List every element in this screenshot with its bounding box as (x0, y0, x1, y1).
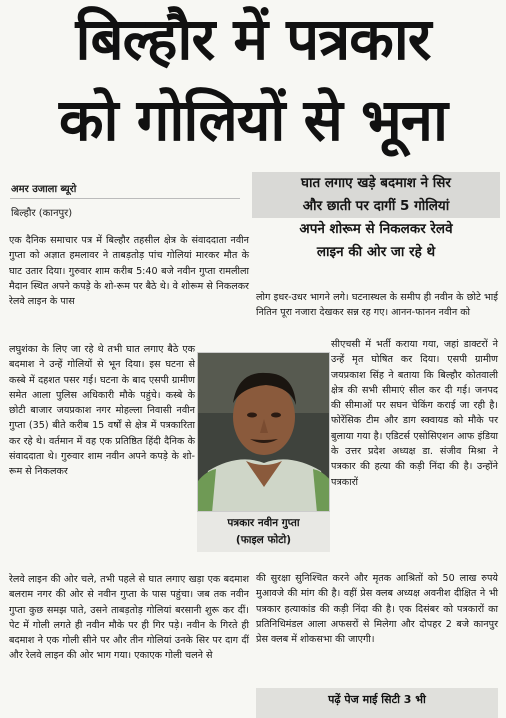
article-right-top (256, 290, 498, 321)
article-left-top (9, 233, 249, 309)
article-paragraph: की सुरक्षा सुनिश्चित करने और मृतक आश्रितों को 50 लाख रुपये मुआवजे की मांग की है। वहीं प्रेस क्लब अध्यक्ष अवनीश दीक्षित ने भी पत्रकार हत्याकांड की कड़ी निंदा की है। एक दिसंबर को पत्रकारों का प्रतिनिधिमंडल आला अफसरों से मिलेगा और दोपहर 2 बजे कानपुर प्रेस क्लब में शोकसभा की जाएगी। (256, 573, 498, 646)
portrait-image (198, 353, 330, 512)
headline-line-2: को गोलियों से भूना (58, 86, 448, 154)
photo-caption-name: पत्रकार नवीन गुप्ता (227, 517, 300, 529)
photo-caption-note: (फाइल फोटो) (235, 534, 292, 546)
subhead-line-1: घात लगाए खड़े बदमाश ने सिर (252, 172, 500, 195)
headline-line-1: बिल्हौर में पत्रकार (75, 5, 431, 73)
continued-on-page-note: पढ़ें पेज माई सिटी 3 भी (328, 693, 426, 706)
article-paragraph: लघुशंका के लिए जा रहे थे तभी घात लगाए बैठे एक बदमाश ने उन्हें गोलियों से भून दिया। इस घटना से कस्बे में दहशत पसर गई। घटना के बाद एसपी ग्रामीण समेत आला पुलिस अधिकारी मौके पहुंचे। कस्बे के छोटी बाजार जयप्रकाश नगर मोहल्ला निवासी नवीन गुप्ता (35) बीते करीब 15 वर्षों से क्षेत्र में पत्रकारिता कर रहे थे। वर्तमान में वह एक प्रतिष्ठित हिंदी दैनिक के संवाददाता थे। गुरुवार शाम नवीन अपने कपड़े के शो-रूम से निकलकर (9, 344, 195, 478)
journalist-photo (197, 352, 330, 512)
subhead-line-3: अपने शोरूम से निकलकर रेलवे (299, 221, 453, 237)
article-right-narrow (331, 337, 498, 490)
article-right-lower (256, 571, 498, 647)
photo-caption (197, 512, 330, 552)
article-left-narrow (9, 342, 195, 480)
article-left-wide (9, 572, 249, 664)
dateline: बिल्हौर (कानपुर) (11, 208, 73, 219)
byline: अमर उजाला ब्यूरो (11, 184, 77, 195)
subhead-block (252, 172, 500, 272)
article-paragraph: एक दैनिक समाचार पत्र में बिल्हौर तहसील क्षेत्र के संवाददाता नवीन गुप्ता को अज्ञात हमलावर ने ताबड़तोड़ पांच गोलियां मारकर मौत के घाट उतार दिया। गुरुवार शाम करीब 5:40 बजे नवीन गुप्ता रामलीला मैदान स्थित अपने कपड़े के शो-रूम पर बैठे थे। वे शोरूम से निकलकर रेलवे लाइन के पास (9, 235, 249, 308)
article-paragraph: सीएचसी में भर्ती कराया गया, जहां डाक्टरों ने उन्हें मृत घोषित कर दिया। एसपी ग्रामीण जयप्रकाश सिंह ने बताया कि बिल्हौर कोतवाली क्षेत्र की सभी सीमाएं सील कर दी गई। जनपद की सीमाओं पर सघन चेकिंग कराई जा रही है। फोरेंसिक टीम और डाग स्क्वायड को मौके पर बुलाया गया है। एडिटर्स एसोसिएशन आफ इंडिया के उत्तर प्रदेश अध्यक्ष डा. संजीव मिश्रा ने पत्रकार की हत्या की कड़ी निंदा की है। उन्होंने पत्रकारों (331, 339, 498, 488)
byline-divider (10, 198, 240, 199)
article-paragraph: लोग इधर-उधर भागने लगे। घटनास्थल के समीप ही नवीन के छोटे भाई नितिन पूरा नजारा देखकर सन्न रह गए। आनन-फानन नवीन को (256, 292, 498, 319)
article-paragraph: रेलवे लाइन की ओर चले, तभी पहले से घात लगाए खड़ा एक बदमाश बलराम नगर की ओर से नवीन गुप्ता के पास पहुंचा। जब तक नवीन गुप्ता कुछ समझ पाते, उसने ताबड़तोड़ गोलियां बरसानी शुरू कर दीं। पेट में गोली लगते ही नवीन मौके पर ही गिर पड़े। नवीन के गिरते ही बदमाश ने एक गोली सीने पर और तीन गोलियां उनके सिर पर दाग दीं और रेलवे लाइन की ओर भाग गया। एकाएक गोली चलने से (9, 574, 249, 662)
subhead-line-2: और छाती पर दागीं 5 गोलियां (252, 195, 500, 218)
subhead-line-4: लाइन की ओर जा रहे थे (316, 244, 436, 260)
